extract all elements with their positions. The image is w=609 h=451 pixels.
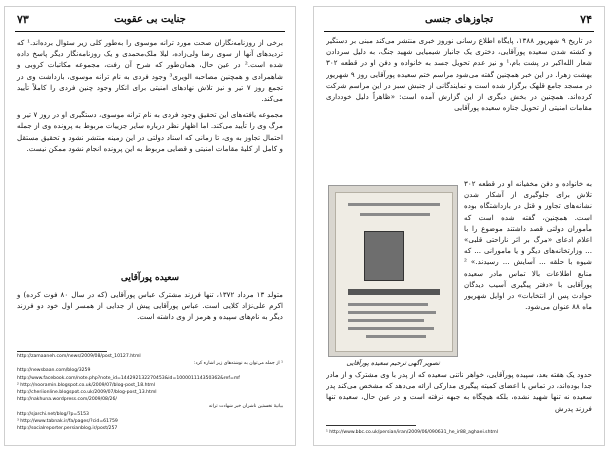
photo-caption: تصویر آگهی ترحیم سعیده پورآقایی [346, 359, 440, 367]
paragraph: برخی از روزنامه‌نگاران صحت مورد ترانه موسوی را به‌طور کلی زیر سئوال برده‌اند.¹ که تردیدهای آنها از سوی رضا ولی‌زاده، لیلا ملک‌محمدی و یک روزنامه‌نگار دیگر پاسخ داده شده است.² در عین حال، همان‌طور که شرح آن رفت، مجموعه مکاتبات کروبی و شاهمرادی و همچنین مصاحبه الویری³ وجود فردی به نام ترانه موسوی، بازداشت وی در تجمع روز ۷ تیر و نیز تلاش نهادهای امنیتی برای انکار وجود چنین فردی را کاملاً تأیید می‌کند. [17, 38, 283, 104]
left-page-header [15, 13, 285, 29]
right-footnotes [326, 429, 592, 436]
footnote-rule [17, 351, 107, 352]
left-page-number: ۷۳ [17, 13, 29, 26]
footnote[interactable]: http://socialreporter.persianblog.ir/post/257 [17, 426, 118, 432]
right-page [313, 6, 605, 446]
paragraph: به خانواده و دفن مخفیانه او در قطعه ۳۰۲ تلاش برای جلوگیری از آشکار شدن نشانه‌های تجاوز و قتل در بازداشتگاه بوده است. همچنین، گفته شده است که مأموران دولتی قصد داشتند موضوع را با اعلام ادعای «مرگ بر اثر ناراحتی قلبی» ... وزارتخانه‌های دیگر و یا مامورانی ... که شیوه با حلقه ... آسایش ... رسیدند.» ² منابع اطلاعات بالا تماس مادر سعیده پورآقایی با «دفتر پیگیری آسیب دیدگان حوادث پس از انتخابات» در اوایل شهریور ماه ۸۸ عنوان می‌شود. [464, 179, 592, 312]
footnote[interactable]: http://www.facebook.com/note.php?note_id=144292132270453&id=100001114350362&ref=mf [17, 375, 240, 381]
header-rule [324, 31, 594, 32]
right-page-number: ۷۴ [580, 13, 592, 26]
footnote[interactable]: http://sjarchi.net/blog/?p=5153 [17, 411, 89, 417]
footnote-rule [326, 425, 416, 426]
footnote[interactable]: http://nakhunа.wordpress.com/2009/08/26/ [17, 397, 117, 403]
section-heading: سعیده پورآقایی [120, 273, 180, 283]
paragraph: متولد ۱۳ مرداد ۱۳۷۲، تنها فرزند مشترک عباس پورآقایی (که در سال ۸۰ فوت کرده) و اکرم علی‌نژاد کلایی است. عباس پورآقایی پیش از جدایی از همسر اول خود دو فرزند دیگر به نام‌های سپیده و هرمز از وی داشته است. [17, 290, 284, 322]
obituary-poster [335, 192, 453, 352]
footnote: ¹ از جمله می‌توان به نوشته‌های زیر اشاره کرد: [193, 361, 283, 367]
header-rule [15, 31, 285, 32]
footnote[interactable]: ³ http://www.tabnak.ir/fa/pages/?cid=61759 [17, 418, 118, 424]
paragraph: حدود یک هفته بعد، سپیده پورآقایی، خواهر ناتنی سعیده که از پدر با وی مشترک و از مادر جدا بوده‌اند، در تماس با اعضای کمیته پیگیری مدارکی ارائه می‌دهد که مشخص می‌کند پدر سعیده نه تنها شهید نشده، بلکه هیچگاه به جبهه نرفته است و در عین حال، سعیده تنها فرزند پدرش [326, 370, 592, 413]
right-body-intro [326, 35, 592, 177]
left-body [17, 37, 283, 159]
footnote[interactable]: http://cheriionline.blogspot.co.uk/2009/07/blog-post_13.html [17, 390, 157, 396]
left-page [4, 6, 296, 446]
paragraph: در تاریخ ۹ شهریور ۱۳۸۸، پایگاه اطلاع رسانی نوروز خبری منتشر می‌کند مبنی بر دستگیر و کشته شدن سعیده پورآقایی، دختری یک جانباز شیمیایی شهید جنگ، به دلیل سردادن شعار الله‌اکبر در پشت بام،¹ و نیز عدم تحویل جسد به خانواده و دفن او در قطعه ۳۰۲ بهشت زهرا. در این خبر همچنین گفته می‌شود مراسم ختم سعیده پورآقایی روز ۹ شهریور در مسجد جامع قلهک برگزار شده است و نمایندگانی از جنبش سبز در این مراسم شرکت کرده‌اند. همچنین در بخش دیگری از این گزارش آمده است: «ظاهراً دلیل خودداری مقامات امنیتی از تحویل جنازه سعیده پورآقایی [326, 36, 592, 113]
footnote[interactable]: ² http://nooramin.blogspot.co.uk/2009/07/blog-post_18.html [17, 382, 156, 388]
paragraph: مجموعه یافته‌های این تحقیق وجود فردی به نام ترانه موسوی، دستگیری او در روز ۷ تیر و مرگ وی را تأیید می‌کند. اما اظهار نظر درباره سایر جزییات مربوط به پرونده وی از جمله احتمال تجاوز به وی، تا زمانی که اسناد دولتی در این زمینه منتشر نشود و تحقیق مستقل و کامل از کلیهٔ مقامات امنیتی و قضایی مربوط به این پرونده انجام نشود ممکن نیست. [17, 110, 283, 153]
right-page-header [324, 13, 594, 29]
right-running-title: تجاوزهای جنسی [424, 14, 494, 25]
obituary-photo [328, 185, 458, 357]
footnote: بیانیهٔ نخستین ناشران خبر شهادت ترانه [208, 404, 283, 410]
footnote[interactable]: http://newsbaan.com/blog/3259 [17, 368, 91, 374]
right-body-closing [326, 369, 592, 417]
portrait-image [364, 231, 404, 281]
section-body [17, 289, 283, 328]
left-footnotes [17, 353, 283, 432]
footnote[interactable]: ¹ http://www.bbc.co.uk/persian/iran/2009/06/090631_he_ir88_aghaei.shtml [326, 430, 499, 435]
right-body-narrow [464, 178, 592, 364]
left-running-title: جنایت بی عقوبت [114, 14, 186, 25]
footnote[interactable]: http://zamaaneh.com/news/2009/08/post_10127.html [17, 354, 141, 359]
